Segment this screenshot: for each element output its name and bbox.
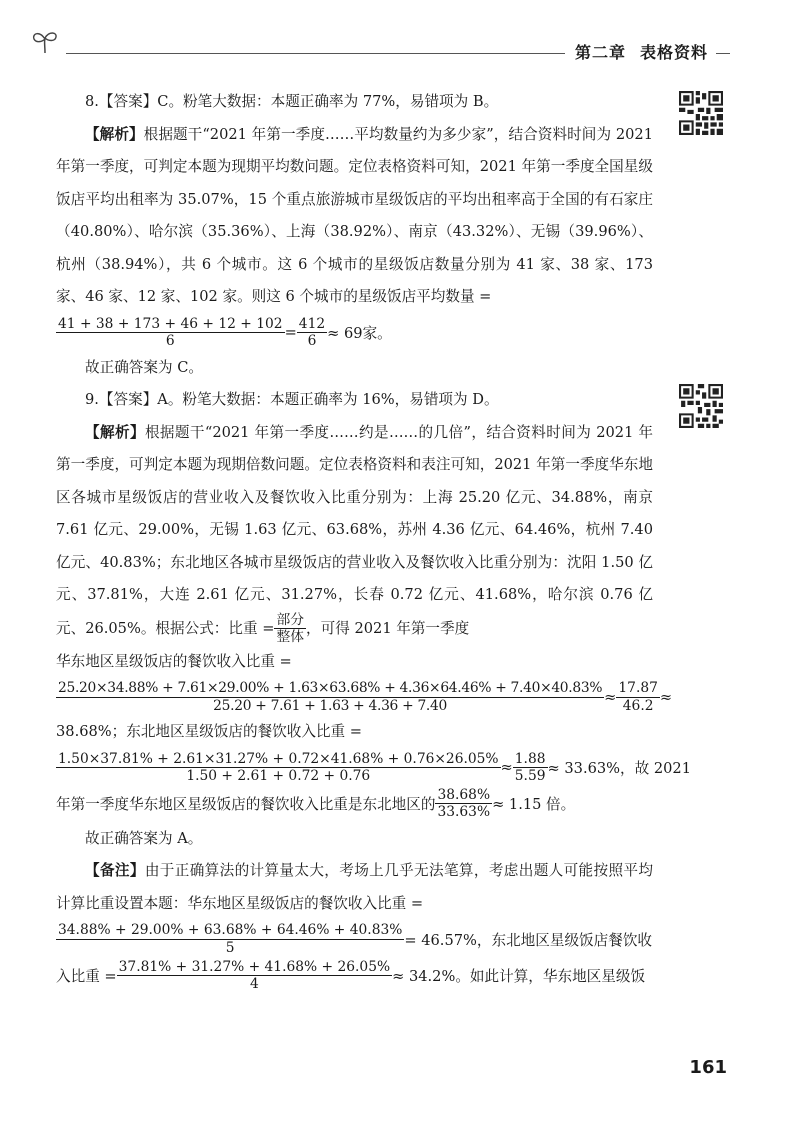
note-formula-east [56, 922, 653, 956]
fraction-numerator: 41 + 38 + 173 + 46 + 12 + 102 [58, 315, 283, 332]
fraction-numerator: 部分 [276, 611, 305, 628]
approx-sign: ≈ [659, 688, 673, 706]
equals-sign: = [284, 324, 297, 342]
section-title: 表格资料 [639, 43, 708, 62]
fraction-numerator: 37.81% + 31.27% + 41.68% + 26.05% [118, 958, 391, 975]
analysis-tag: 【解析】 [85, 423, 145, 441]
fraction-numerator: 38.68% [437, 786, 491, 803]
northeast-result: ≈ 33.63%，故 2021 [547, 760, 691, 778]
fraction-denominator: 1.50 + 2.61 + 0.72 + 0.76 [186, 768, 371, 785]
northeast-formula [56, 750, 691, 785]
fraction-numerator: 25.20×34.88% + 7.61×29.00% + 1.63×63.68% + 4.36×64.46% + 7.40×40.83% [58, 680, 603, 697]
fraction-denominator: 整体 [276, 629, 305, 646]
fraction-numerator: 17.87 [618, 680, 658, 697]
ratio-result: ≈ 1.15 倍。 [492, 796, 576, 814]
fraction-numerator: 412 [298, 315, 326, 332]
note-northeast-result: ≈ 34.2%。如此计算，华东地区星级饭 [392, 968, 646, 986]
q8-analysis [56, 119, 653, 314]
note-east-fraction [56, 922, 404, 956]
q9-note [56, 855, 653, 920]
approx-sign: ≈ [604, 688, 617, 706]
q8-analysis-text: 根据题干“2021 年第一季度……平均数量约为多少家”，结合资料时间为 2021 年第一季度，可判定本题为现期平均数问题。定位表格资料可知，2021 年第一季度全国星级饭店平均出租率为 35.07%，15 个重点旅游城市星级饭店的平均出租率高于全国的有石家庄（40.80%）、哈尔滨（35.36%）、上海（38.92%）、南京（43.32%）、无锡（39.96%）、杭州（38.94%），共 6 个城市。这 6 个城市的星级饭店数量分别为 41 家、38 家、173 家、46 家、12 家、102 家。则这 6 个城市的星级饭店平均数量 = [56, 125, 653, 305]
east-formula [56, 680, 673, 714]
ratio-line [56, 787, 653, 821]
fraction-denominator: 5.59 [514, 768, 546, 785]
east-fraction [56, 680, 604, 714]
q8-formula-result: ≈ 69家。 [327, 325, 392, 343]
fraction-denominator: 4 [249, 976, 259, 993]
sprout-icon [30, 28, 60, 54]
fraction-denominator: 46.2 [622, 697, 654, 714]
qr-code-icon[interactable] [679, 91, 723, 135]
fraction-denominator: 6 [307, 333, 317, 350]
q8-answer-line: 8.【答案】C。粉笔大数据：本题正确率为 77%，易错项为 B。 [85, 93, 499, 110]
note-formula-northeast [56, 959, 653, 993]
fraction-denominator: 5 [225, 940, 235, 957]
note-tag: 【备注】 [85, 862, 145, 880]
q9-analysis-tail: ，可得 2021 年第一季度 [306, 619, 470, 637]
share-formula [274, 612, 306, 646]
page-content [56, 86, 691, 995]
northeast-label: 38.68%；东北地区星级饭店的餐饮收入比重 = [56, 723, 363, 741]
note-east-result: = 46.57%，东北地区星级饭店餐饮收 [404, 932, 653, 950]
chapter-number: 第二章 [574, 43, 626, 62]
east-fraction-result [616, 680, 660, 714]
q8-fraction-sum [56, 316, 285, 350]
q9-answer-line: 9.【答案】A。粉笔大数据：本题正确率为 16%，易错项为 D。 [85, 391, 499, 409]
chapter-title [565, 40, 708, 63]
analysis-tag: 【解析】 [85, 125, 144, 143]
fraction-denominator: 6 [165, 333, 175, 350]
east-label: 华东地区星级饭店的餐饮收入比重 = [56, 652, 292, 670]
header-rule-end [716, 53, 730, 54]
approx-sign: ≈ [500, 759, 513, 777]
q8-conclusion: 故正确答案为 C。 [85, 358, 203, 376]
fraction-numerator: 34.88% + 29.00% + 63.68% + 64.46% + 40.83% [58, 922, 403, 939]
northeast-fraction-result [513, 751, 548, 785]
fraction-denominator: 25.20 + 7.61 + 1.63 + 4.36 + 7.40 [213, 697, 447, 714]
fraction-denominator: 33.63% [437, 804, 491, 821]
page-header [0, 28, 800, 68]
q8-formula [56, 316, 653, 350]
fraction-numerator: 1.50×37.81% + 2.61×31.27% + 0.72×41.68% + 0.76×26.05% [58, 750, 499, 767]
ratio-label: 年第一季度华东地区星级饭店的餐饮收入比重是东北地区的 [56, 796, 436, 814]
qr-code-icon[interactable] [679, 384, 723, 428]
fraction-numerator: 1.88 [514, 750, 546, 767]
q9-conclusion: 故正确答案为 A。 [85, 829, 203, 847]
northeast-fraction [56, 751, 501, 785]
page-number: 161 [689, 1057, 727, 1078]
note-northeast-fraction [117, 959, 392, 993]
q9-analysis-text: 根据题干“2021 年第一季度……约是……的几倍”，结合资料时间为 2021 年第一季度，可判定本题为现期倍数问题。定位表格资料和表注可知，2021 年第一季度华东地区各城市星级饭店的营业收入及餐饮收入比重分别为：上海 25.20 亿元、34.88%，南京 7.61 亿元、29.00%，无锡 1.63 亿元、63.68%，苏州 4.36 亿元、64.46%，杭州 7.40 亿元、40.83%；东北地区各城市星级饭店的营业收入及餐饮收入比重分别为：沈阳 1.50 亿元、37.81%，大连 2.61 亿元、31.27%，长春 0.72 亿元、41.68%，哈尔滨 0.76 亿元、26.05%。根据公式：比重 = [56, 423, 653, 637]
ratio-fraction [435, 787, 492, 821]
q9-analysis [56, 417, 653, 646]
note-northeast-label: 入比重 = [56, 968, 117, 986]
q8-fraction-result [297, 316, 327, 350]
q9-note-text: 由于正确算法的计算量太大，考场上几乎无法笔算，考虑出题人可能按照平均计算比重设置本题：华东地区星级饭店的餐饮收入比重 = [56, 862, 653, 912]
